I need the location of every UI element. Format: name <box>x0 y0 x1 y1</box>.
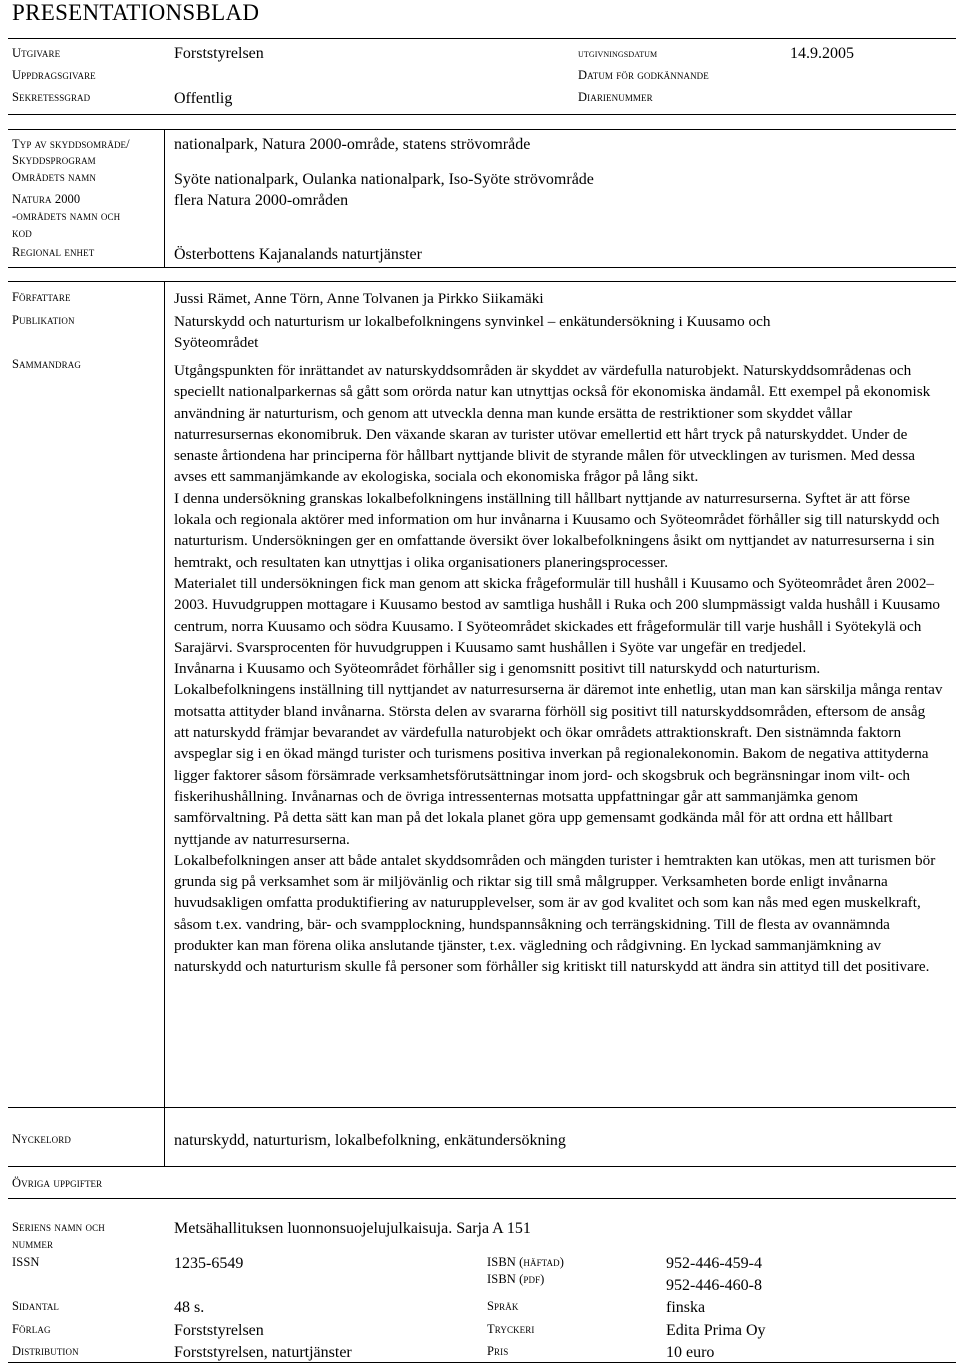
sammandrag-paragraph: Lokalbefolkningen anser att både antalet skyddsområden och mängden turister i hemtrakten kan utökas, men att turismen bör grunda sig på verksamhet som är miljövänlig och riktar sig till små målgrupper. Verksamheten borde enligt invånarna huvudsakligen omfatta produktifiering av naturupplevelser, som är av god kvalitet och som kan nås med egen muskelkraft, såsom t.ex. vandring, bär- och svampplockning, hundspannsåkning och terrängskidning. Till de flesta av ovannämnda produkter kan man förena olika anslutande tjänster, t.ex. vägledning och rådgivning. En lyckad sammanjämkning av naturskydd och naturturism skulle få personer som förhåller sig kritiskt till naturskydd att ändra sin attityd till det positivare. <box>174 851 936 976</box>
column-divider <box>164 281 165 1107</box>
sammandrag-paragraph: Utgångspunkten för inrättandet av naturskyddsområden är skyddet av värdefulla naturobjekt. Naturskyddsområdenas och speciellt nationalparkernas så gått som orörda natur kan utnyttjas också för ekonomiska ändamål. Ett exempel på ekonomisk användning är naturturism, och genom att utveckla denna man kunde ersätta de restriktioner som skyddet vållar naturresursernas ekonomibruk. Den växande skaran av turister utövar emellertid ett hårt tryck på naturskyddet. Under de senaste årtiondena har principerna för hållbart nyttjande blivit de styrande målen för utvecklingen av turismen. Med dessa avses ett sammanjämkande av ekologiska, sociala och ekonomiska frågor på lång sikt. <box>174 362 931 486</box>
sammandrag-text <box>174 360 944 978</box>
page-title: PRESENTATIONSBLAD <box>12 0 260 25</box>
publikation-value-2: Syöteområdet <box>174 334 259 351</box>
divider <box>8 281 956 282</box>
pris-label: Pris <box>487 1344 509 1358</box>
typ-label: Typ av skyddsområde/ <box>12 137 130 151</box>
typ-label-2: Skyddsprogram <box>12 153 96 167</box>
namn-label: Områdets namn <box>12 170 96 184</box>
datum-godkannande-label: Datum för godkännande <box>578 68 709 82</box>
sammandrag-paragraph: Invånarna i Kuusamo och Syöteområdet förhåller sig i genomsnitt positivt till naturskydd och naturturism. Lokalbefolkningens inställning till nyttjandet av naturresurserna är däremot inte enhetlig, utan man kan särskilja många rentav motsatta attityder bland invånarna. Största delen av svararna förhöll sig positivt till naturskyddsområden, eftersom de ansåg att naturskydd främjar bevarandet av värdefulla naturobjekt och ökar områdets attraktionskraft. Den sistnämnda faktorn avspeglar sig i en ökad mängd turister och turismens positiva inverkan på regionalekonomin. Bakom de negativa attityderna ligger faktorer såsom försämrade verksamhetsförutsättningar inom jord- och skogsbruk och begränsningar inom vilt- och fiskerihushållning. Invånarnas och de övriga intressenternas motsatta uppfattningar går att sammanjämka genom samförvaltning. På detta sätt kan man på det lokala planet göra upp gemensamt godkända mål för att ordna ett hållbart nyttjande av naturresurserna. <box>174 660 943 848</box>
distribution-label: Distribution <box>12 1344 79 1358</box>
isbn-pdf-label: ISBN (pdf) <box>487 1272 545 1286</box>
regional-label: Regional enhet <box>12 245 95 259</box>
sammandrag-label: Sammandrag <box>12 357 81 371</box>
sekretessgrad-value: Offentlig <box>174 90 233 107</box>
serie-value: Metsähallituksen luonnonsuojelujulkaisuja. Sarja A 151 <box>174 1220 531 1237</box>
natura-label-3: kod <box>12 226 32 240</box>
issn-value: 1235-6549 <box>174 1255 244 1272</box>
natura-label: Natura 2000 <box>12 192 81 206</box>
forfattare-value: Jussi Rämet, Anne Törn, Anne Tolvanen ja Pirkko Siikamäki <box>174 290 544 307</box>
issn-label: ISSN <box>12 1255 40 1269</box>
divider <box>8 38 956 39</box>
sprak-value: finska <box>666 1299 706 1316</box>
divider <box>8 1362 956 1363</box>
namn-value: Syöte nationalpark, Oulanka nationalpark, Iso-Syöte strövområde <box>174 171 594 188</box>
isbn-pdf-value: 952-446-460-8 <box>666 1277 762 1294</box>
column-divider <box>164 129 165 267</box>
uppdragsgivare-label: Uppdragsgivare <box>12 68 96 82</box>
pris-value: 10 euro <box>666 1344 715 1361</box>
nyckelord-label: Nyckelord <box>12 1132 71 1146</box>
divider <box>8 114 956 115</box>
ovriga-label: Övriga uppgifter <box>12 1176 103 1190</box>
sidantal-label: Sidantal <box>12 1299 60 1313</box>
column-divider <box>164 1107 165 1166</box>
forlag-label: Förlag <box>12 1322 51 1336</box>
utgivningsdatum-value: 14.9.2005 <box>790 45 854 62</box>
sekretessgrad-label: Sekretessgrad <box>12 90 91 104</box>
sidantal-value: 48 s. <box>174 1299 205 1316</box>
distribution-value: Forststyrelsen, naturtjänster <box>174 1344 352 1361</box>
publikation-label: Publikation <box>12 313 75 327</box>
divider <box>8 1166 956 1167</box>
tryckeri-label: Tryckeri <box>487 1322 535 1336</box>
forfattare-label: Författare <box>12 290 71 304</box>
sprak-label: Språk <box>487 1299 519 1313</box>
sammandrag-paragraph: Materialet till undersökningen fick man genom att skicka frågeformulär till hushåll i Kuusamo och Syöteområdet åren 2002–2003. Huvudgruppen mottagare i Kuusamo bestod av samtliga hushåll i Ruka och 200 slumpmässigt valda hushåll i Kuusamo centrum, norra Kuusamo och södra Kuusamo. I Syöteområdet skickades ett frågeformulär till varje hushåll i Syötekylä och Sarajärvi. Svarsprocenten för huvudgruppen i Kuusamo samt hushållen i Syöte var ungefär en tredjedel. <box>174 574 941 656</box>
regional-value: Österbottens Kajanalands naturtjänster <box>174 246 422 263</box>
utgivare-value: Forststyrelsen <box>174 45 264 62</box>
isbn-haftad-value: 952-446-459-4 <box>666 1255 762 1272</box>
tryckeri-value: Edita Prima Oy <box>666 1322 766 1339</box>
natura-value: flera Natura 2000-områden <box>174 192 349 209</box>
utgivningsdatum-label: utgivningsdatum <box>578 48 658 60</box>
divider <box>8 129 956 130</box>
divider <box>8 1107 956 1108</box>
divider <box>8 267 956 268</box>
serie-label: Seriens namn och <box>12 1220 105 1234</box>
natura-label-2: -områdets namn och <box>12 209 121 223</box>
isbn-haftad-label: ISBN (häftad) <box>487 1255 565 1269</box>
nyckelord-value: naturskydd, naturturism, lokalbefolkning, enkätundersökning <box>174 1132 566 1149</box>
serie-label-2: nummer <box>12 1237 54 1251</box>
sammandrag-paragraph: I denna undersökning granskas lokalbefolkningens inställning till hållbart nyttjande av naturresurserna. Syftet är att förse lokala och regionala aktörer med information om hur invånarna i Kuusamo och Syöteområdet förhåller sig till naturskydd och naturturism. Undersökningen ger en omfattande översikt över lokalbefolkningens åsikt om nyttjandet av naturresurserna i sin hemtrakt, och resultaten kan utnyttjas i olika organisationers planeringsprocesser. <box>174 489 940 571</box>
divider <box>8 1198 956 1199</box>
typ-value: nationalpark, Natura 2000-område, statens strövområde <box>174 136 531 153</box>
forlag-value: Forststyrelsen <box>174 1322 264 1339</box>
diarienummer-label: Diarienummer <box>578 90 653 104</box>
utgivare-label: Utgivare <box>12 46 61 60</box>
publikation-value: Naturskydd och naturturism ur lokalbefolkningens synvinkel – enkätundersökning i Kuusamo och <box>174 313 771 330</box>
